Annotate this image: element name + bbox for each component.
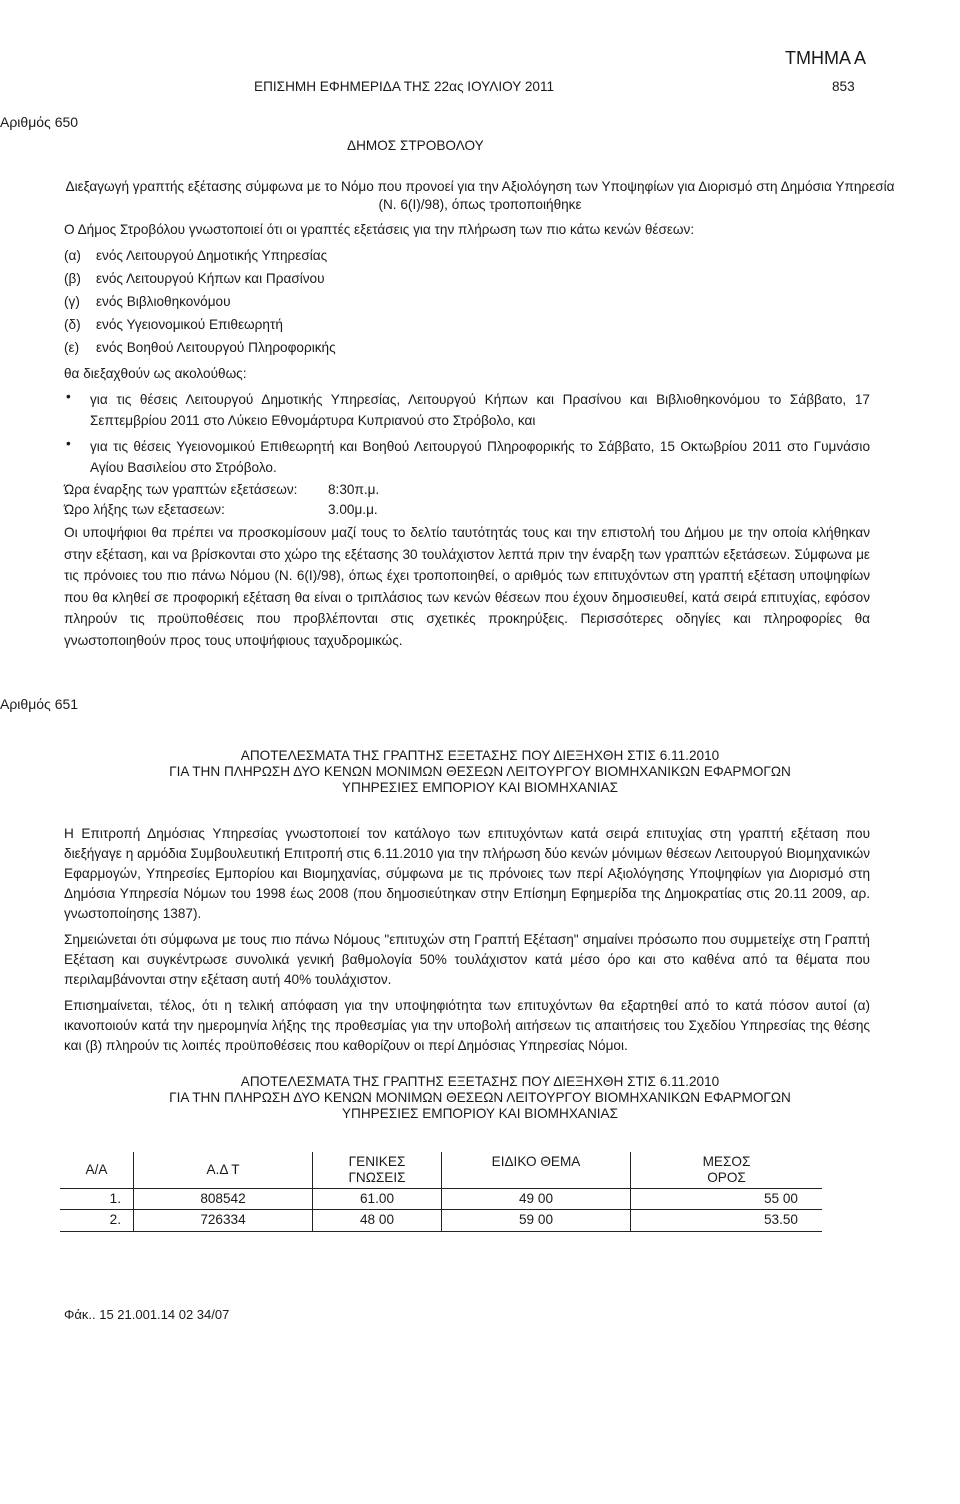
end-time-value: 3.00μ.μ. [328,502,378,517]
bullet-icon: • [66,389,71,404]
table-row [60,1210,822,1231]
item-text: ενός Λειτουργού Δημοτικής Υπηρεσίας [96,248,328,263]
bullet-text: για τις θέσεις Υγειονομικού Επιθεωρητή και Βοηθού Λειτουργού Πληροφορικής το Σάββατο, 15 Οκτωβρίου 2011 στο Γυμνάσιο Αγίου Βασιλείου στο Στρόβολο. [90,439,870,475]
municipality-title: ΔΗΜΟΣ ΣΤΡΟΒΟΛΟΥ [347,138,484,153]
list-item [64,436,870,478]
heading-line: ΓΙΑ ΤΗΝ ΠΛΗΡΩΣΗ ΔΥΟ ΚΕΝΩΝ ΜΟΝΙΜΩΝ ΘΕΣΕΩΝ ΛΕΙΤΟΥΡΓΟΥ ΒΙΟΜΗΧΑΝΙΚΩΝ ΕΦΑΡΜΟΓΩΝ [169,764,791,779]
notice-651-number: Αριθμός 651 [0,696,79,712]
notice-650-title: Διεξαγωγή γραπτής εξέτασης σύμφωνα με το Νόμο που προνοεί για την Αξιολόγηση των Υποψηφίων για Διορισμό στη Δημόσια Υπηρεσία (Ν. 6(Ι)/98), όπως τροποποιήθηκε [65,179,895,212]
col-average-header [631,1152,823,1189]
item-text: ενός Υγειονομικού Επιθεωρητή [96,317,283,332]
bullet-icon: • [66,436,71,451]
list-item [64,317,864,340]
col-general-header [313,1152,442,1189]
item-label: (δ) [64,317,81,332]
notice-651-paragraph-1: Η Επιτροπή Δημόσιας Υπηρεσίας γνωστοποιεί τον κατάλογο των επιτυχόντων κατά σειρά επιτυχίας στη γραπτή εξέταση που διεξήγαγε η αρμόδια Συμβουλευτική Επιτροπή στις 6.11.2010 για την πλήρωση δύο κενών μόνιμων θέσεων Λειτουργού Βιομηχανικών Εφαρμογών, Υπηρεσίες Εμπορίου και Βιομηχανίας, σύμφωνα με τις πρόνοιες των περί Αξιολόγησης Υποψηφίων για Διορισμό στη Δημόσια Υπηρεσία Νόμων του 1998 έως 2008 (που δημοσιεύτηκαν στην Επίσημη Εφημερίδα της Δημοκρατίας στις 20.11 2009, αρ. γνωστοποίησης 1387). [64,826,870,921]
notice-651-paragraph-3: Επισημαίνεται, τέλος, ότι η τελική απόφαση για την υποψηφιότητα των επιτυχόντων θα εξαρτηθεί από το κατά πόσον αυτοί (α) ικανοποιούν κατά την ημερομηνία λήξης της προθεσμίας για την υποβολή αιτήσεων τις απαιτήσεις του Σχεδίου Υπηρεσίας της θέσης και (β) πληρούν τις λοιπές προϋποθέσεις που καθορίζουν οι περί Δημόσιας Υπηρεσίας Νόμοι. [64,998,870,1053]
file-reference: Φάκ.. 15 21.001.14 02 34/07 [64,1307,230,1322]
header-line: ΟΡΟΣ [707,1170,746,1185]
follows-text: θα διεξαχθούν ως ακολούθως: [64,366,247,381]
cell-special: 49 00 [442,1189,631,1210]
cell-adt: 808542 [134,1189,313,1210]
notice-650-intro: Ο Δήμος Στροβόλου γνωστοποιεί ότι οι γραπτές εξετάσεις για την πλήρωση των πιο κάτω κενών θέσεων: [64,222,695,237]
heading-line: ΓΙΑ ΤΗΝ ΠΛΗΡΩΣΗ ΔΥΟ ΚΕΝΩΝ ΜΟΝΙΜΩΝ ΘΕΣΕΩΝ ΛΕΙΤΟΥΡΓΟΥ ΒΙΟΜΗΧΑΝΙΚΩΝ ΕΦΑΡΜΟΓΩΝ [169,1090,791,1105]
end-time-label: Ώρο λήξης των εξετασεων: [64,502,225,517]
table-row [60,1189,822,1210]
cell-average: 55 00 [631,1189,823,1210]
item-label: (β) [64,271,81,286]
results-heading [0,748,960,796]
col-aa-header: Α/Α [60,1152,134,1189]
item-text: ενός Βοηθού Λειτουργού Πληροφορικής [96,340,336,355]
item-text: ενός Βιβλιοθηκονόμου [96,294,231,309]
exam-dates-list [64,389,870,483]
item-label: (ε) [64,340,80,355]
cell-general: 48 00 [313,1210,442,1231]
gazette-title: ΕΠΙΣΗΜΗ ΕΦΗΜΕΡΙΔΑ ΤΗΣ 22ας ΙΟΥΛΙΟΥ 2011 [254,79,555,94]
header-line: ΓΝΩΣΕΙΣ [348,1170,406,1185]
list-item [64,248,864,271]
item-text: ενός Λειτουργού Κήπων και Πρασίνου [96,271,325,286]
list-item [64,271,864,294]
notice-650-body: Οι υποψήφιοι θα πρέπει να προσκομίσουν μαζί τους το δελτίο ταυτότητάς τους και την επιστολή του Δήμου με την οποία κλήθηκαν στην εξέταση, και να βρίσκονται στο χώρο της εξέτασης 30 τουλάχιστον λεπτά πριν την έναρξη των γραπτών εξετάσεων. Σύμφωνα με τις πρόνοιες του πιο πάνω Νόμου (Ν. 6(Ι)/98), όπως έχει τροποποιηθεί, ο αριθμός των επιτυχόντων στη γραπτή εξέταση υποψηφίων που θα κληθεί σε προφορική εξέταση θα είναι ο τριπλάσιος των κενών θέσεων που έχουν δημοσιευθεί, κατά σειρά επιτυχίας, εφόσον πληρούν τις προϋποθέσεις που προβλέπονται στις σχετικές προκηρύξεις. Περισσότερες οδηγίες και πληροφορίες θα γνωστοποιηθούν προς τους υποψήφιους ταχυδρομικώς. [64,525,870,648]
notice-650-number: Αριθμός 650 [0,114,79,130]
cell-adt: 726334 [134,1210,313,1231]
cell-aa: 2. [60,1210,134,1231]
list-item [64,340,864,363]
item-label: (γ) [64,294,80,309]
section-label: ΤΜΗΜΑ Α [785,48,867,68]
cell-average: 53.50 [631,1210,823,1231]
col-special-header: ΕΙΔΙΚΟ ΘΕΜΑ [442,1152,631,1189]
heading-line: ΥΠΗΡΕΣΙΕΣ ΕΜΠΟΡΙΟΥ ΚΑΙ ΒΙΟΜΗΧΑΝΙΑΣ [341,780,619,795]
positions-list [64,248,864,363]
page-number: 853 [832,79,855,94]
start-time-label: Ώρα έναρξης των γραπτών εξετάσεων: [64,482,298,497]
cell-general: 61.00 [313,1189,442,1210]
col-adt-header: Α.Δ Τ [134,1152,313,1189]
bullet-text: για τις θέσεις Λειτουργού Δημοτικής Υπηρεσίας, Λειτουργού Κήπων και Πρασίνου και Βιβλιοθηκονόμου το Σάββατο, 17 Σεπτεμβρίου 2011 στο Λύκειο Εθνομάρτυρα Κυπριανού στο Στρόβολο, και [90,392,870,428]
table-header-row [60,1152,822,1189]
list-item [64,294,864,317]
cell-aa: 1. [60,1189,134,1210]
notice-651-paragraph-2: Σημειώνεται ότι σύμφωνα με τους πιο πάνω Νόμους "επιτυχών στη Γραπτή Εξέταση" σημαίνει πρόσωπο που συμμετείχε στη Γραπτή Εξέταση και συγκέντρωσε συνολικά γενική βαθμολογία 50% τουλάχιστον κατά μέσο όρο και στο καθένα από τα θέματα που περιλαμβάνονται στην εξέταση αυτή 40% τουλάχιστον. [64,932,870,987]
heading-line: ΑΠΟΤΕΛΕΣΜΑΤΑ ΤΗΣ ΓΡΑΠΤΗΣ ΕΞΕΤΑΣΗΣ ΠΟΥ ΔΙΕΞΗΧΘΗ ΣΤΙΣ 6.11.2010 [240,748,720,763]
list-item [64,389,870,431]
heading-line: ΥΠΗΡΕΣΙΕΣ ΕΜΠΟΡΙΟΥ ΚΑΙ ΒΙΟΜΗΧΑΝΙΑΣ [341,1106,619,1121]
results-table [60,1152,822,1232]
cell-special: 59 00 [442,1210,631,1231]
heading-line: ΑΠΟΤΕΛΕΣΜΑΤΑ ΤΗΣ ΓΡΑΠΤΗΣ ΕΞΕΤΑΣΗΣ ΠΟΥ ΔΙΕΞΗΧΘΗ ΣΤΙΣ 6.11.2010 [240,1074,720,1089]
results-heading-repeat [0,1074,960,1122]
header-line: ΜΕΣΟΣ [702,1154,751,1169]
header-line: ΓΕΝΙΚΕΣ [348,1154,406,1169]
item-label: (α) [64,248,81,263]
start-time-value: 8:30π.μ. [328,482,380,497]
